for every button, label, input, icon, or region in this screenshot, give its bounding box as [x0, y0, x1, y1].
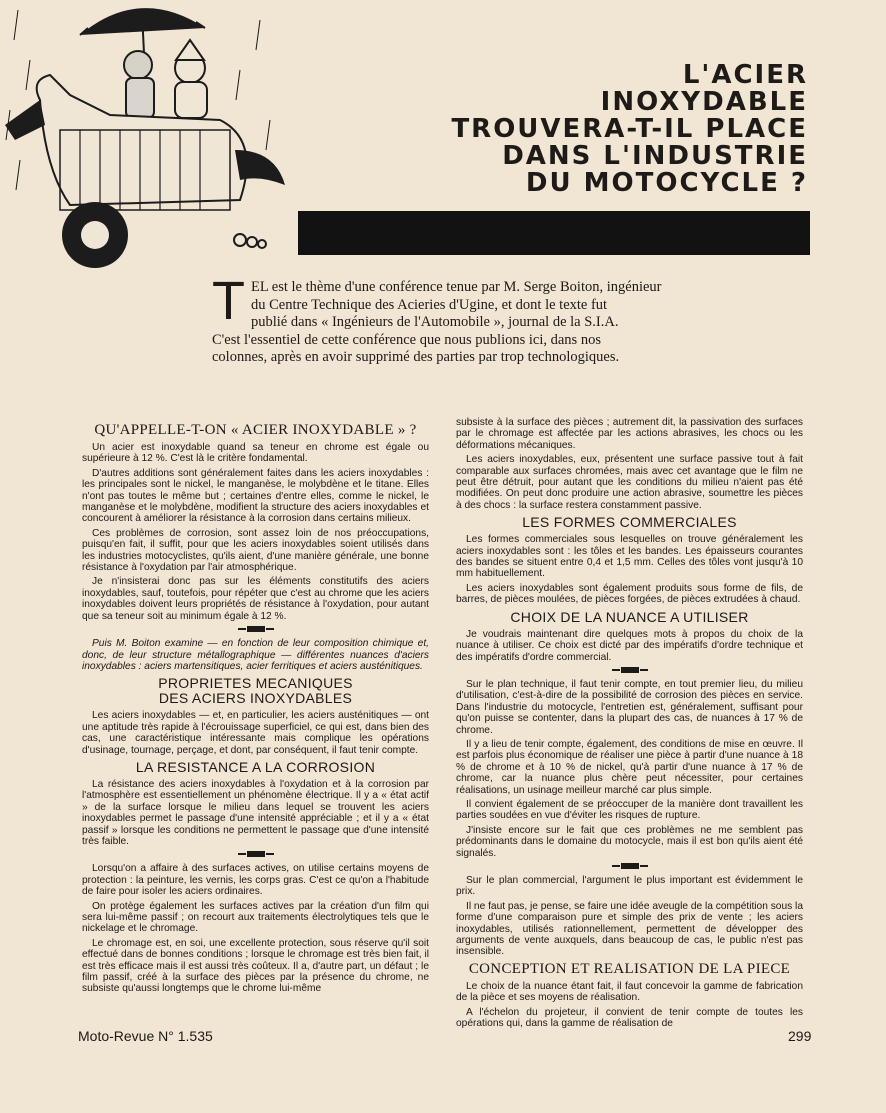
black-banner	[298, 211, 810, 255]
paragraph: Il y a lieu de tenir compte, également, des conditions de mise en œuvre. Il est parfois plus économique de réaliser une pièce à partir d'une nuance à 18 % de chrome et à 10 % de nickel, qu'à partir d'une nuance à 17 % de chrome, car la nuance plus chère peut nécessiter, pour certaines réalisations, un usinage meilleur marché car plus simple.	[456, 738, 803, 796]
title-line: DANS L'INDUSTRIE	[502, 141, 808, 171]
paragraph: Un acier est inoxydable quand sa teneur en chrome est égale ou supérieure à 12 %. C'est là le critère fondamental.	[82, 442, 429, 465]
section-heading: LA RESISTANCE A LA CORROSION	[135, 758, 376, 775]
title-line: L'ACIER	[682, 60, 808, 90]
article-title	[348, 62, 808, 197]
separator-ornament	[456, 666, 803, 676]
paragraph: Ces problèmes de corrosion, sont assez loin de nos préoccupations, puisqu'en fait, il suffit, pour que les aciers inoxydables soient utilisés dans les industries motocyclistes, qu'ils aient, d'une manière générale, une bonne résistance à l'oxydation par l'air atmosphérique.	[82, 527, 429, 574]
title-line: TROUVERA-T-IL PLACE	[451, 114, 808, 144]
publication-footer: Moto-Revue N° 1.535	[78, 1028, 213, 1044]
left-column	[82, 419, 429, 998]
intro-line: publié dans « Ingénieurs de l'Automobile », journal de la S.I.A.	[251, 314, 619, 331]
paragraph: Les aciers inoxydables — et, en particulier, les aciers austénitiques — ont une aptitude très rapide à l'écrouissage superficiel, ce qui est, dans bien des cas, une caractéristique intéressante mais complique les opérations d'usinage, tournage, perçage, et dont, par conséquent, il faut tenir compte.	[82, 710, 429, 756]
knight-on-horse-illustration	[0, 0, 300, 280]
paragraph: Il convient également de se préoccuper de la manière dont travaillent les parties soudées en vue d'éviter les risques de rupture.	[456, 798, 803, 822]
paragraph: La résistance des aciers inoxydables à l'oxydation et à la corrosion par l'atmosphère est essentiellement un phénomène électrique. Il y a « état actif » de la surface lorsque le milieu dans lequel se trouvent les aciers inoxydables permet le passage d'une intensité appréciable ; et il y a « état passif » lorsque les conditions ne permettent le passage que d'une intensité très faible.	[82, 778, 429, 847]
intro-line: du Centre Technique des Acieries d'Ugine, et dont le texte fut	[251, 296, 608, 313]
section-heading: LES FORMES COMMERCIALES	[522, 514, 737, 531]
paragraph: Le choix de la nuance étant fait, il faut concevoir la gamme de fabrication de la pièce et ses moyens de réalisation.	[456, 980, 803, 1004]
right-column	[456, 417, 803, 1032]
title-line: INOXYDABLE	[600, 87, 808, 117]
paragraph: Sur le plan technique, il faut tenir compte, en tout premier lieu, du milieu d'utilisation, c'est-à-dire de la possibilité de corrosion des pièces en service. Dans l'industrie du motocycle, l'entretien est, généralement, suffisant pour qu'on puisse se contenter, dans la plupart des cas, de nuances à 17 % de chrome.	[456, 678, 803, 736]
separator-ornament	[82, 625, 429, 635]
title-line: DU MOTOCYCLE ?	[525, 168, 808, 198]
paragraph: Les aciers inoxydables, eux, présentent une surface passive tout à fait comparable aux surfaces chromées, mais avec cet avantage que le film ne peut être détruit, pour autant que les conditions du milieu n'aient pas été modifiées. On peut donc produire une action abrasive, soumettre les pièces à des chocs : la surface restera constamment passive.	[456, 454, 803, 511]
separator-ornament	[456, 862, 803, 872]
separator-ornament	[82, 850, 429, 860]
paragraph: Il ne faut pas, je pense, se faire une idée aveugle de la compétition sous la forme d'une comparaison pure et simple des prix de vente ; les aciers inoxydables, utilisés rationnellement, permettent de développer des arguments de vente auxquels, dans beaucoup de cas, le public n'est pas insensible.	[456, 900, 803, 958]
section-heading: CHOIX DE LA NUANCE A UTILISER	[510, 608, 749, 625]
paragraph: Je voudrais maintenant dire quelques mots à propos du choix de la nuance à utiliser. Ce choix est dicté par des impératifs d'ordre technique et des impératifs d'ordre commercial.	[456, 628, 803, 663]
section-heading: PROPRIETES MECANIQUES	[158, 675, 353, 692]
intro-line: C'est l'essentiel de cette conférence que nous publions ici, dans nos	[212, 331, 601, 348]
paragraph: Les aciers inoxydables sont également produits sous forme de fils, de barres, de pièces moulées, de pièces forgées, de pièces extrudées à chaud.	[456, 582, 803, 606]
paragraph: D'autres additions sont généralement faites dans les aciers inoxydables : les principales sont le nickel, le manganèse, le molybdène et le titane. Elles n'ont pas toutes le même but ; certaines d'entre elles, comme le nickel, le manganèse et le molybdène, modifient la structure des aciers inoxydables et concourent à améliorer la résistance à la corrosion dans certains milieux.	[82, 467, 429, 525]
paragraph: Je n'insisterai donc pas sur les éléments constitutifs des aciers inoxydables, sauf, toutefois, pour répéter que c'est au chrome que les aciers inoxydables doivent leurs propriétés de résistance à l'oxydation, pour autant que sa teneur soit au minimum égale à 12 %.	[82, 576, 429, 622]
paragraph: Le chromage est, en soi, une excellente protection, sous réserve qu'il soit effectué dans de bonnes conditions ; lorsque le chromage est très bien fait, il est très efficace mais il est aussi très coûteux. Il a, d'autre part, un défaut ; le film passif, créé à la surface des pièces par la présence du chrome, ne subsiste qu'aussi longtemps que le chrome lui-même	[82, 937, 429, 995]
paragraph: subsiste à la surface des pièces ; autrement dit, la passivation des surfaces par le chromage est affectée par les actions abrasives, les chocs ou les déformations mécaniques.	[456, 417, 803, 451]
paragraph: On protège également les surfaces actives par la création d'un film qui sera lui-même passif ; on recourt aux traitements électrolytiques tels que le nickelage et le chromage.	[82, 900, 429, 935]
italic-paragraph: Puis M. Boiton examine — en fonction de leur composition chimique et, donc, de leur structure métallographique — différentes nuances d'aciers inoxydables : aciers martensitiques, acier ferritiques et aciers austénitiques.	[82, 638, 429, 672]
intro-line: colonnes, après en avoir supprimé des parties par trop technologiques.	[212, 349, 620, 366]
drop-cap: T	[212, 271, 245, 331]
page-number: 299	[788, 1028, 812, 1044]
intro-line: EL est le thème d'une conférence tenue par M. Serge Boiton, ingénieur	[251, 279, 662, 295]
paragraph: J'insiste encore sur le fait que ces problèmes ne me semblent pas prédominants dans le domaine du motocycle, mais il est bon qu'ils aient été signalés.	[456, 824, 803, 859]
paragraph: Les formes commerciales sous lesquelles on trouve généralement les aciers inoxydables sont : les tôles et les bandes. Les épaisseurs courantes des bandes se situent entre 0,4 et 1,5 mm. Celles des tôles vont jusqu'à 10 mm habituellement.	[456, 534, 803, 580]
paragraph: A l'échelon du projeteur, il convient de tenir compte de toutes les opérations qui, dans la gamme de réalisation de	[456, 1006, 803, 1030]
section-heading: CONCEPTION ET REALISATION DE LA PIECE	[468, 960, 791, 977]
section-heading: DES ACIERS INOXYDABLES	[158, 690, 353, 707]
paragraph: Sur le plan commercial, l'argument le plus important est évidemment le prix.	[456, 875, 803, 898]
paragraph: Lorsqu'on a affaire à des surfaces actives, on utilise certains moyens de protection : la peinture, les vernis, les corps gras. C'est ce qu'on a l'habitude de faire pour isoler les aciers ordinaires.	[82, 863, 429, 898]
section-heading: QU'APPELLE-T-ON « ACIER INOXYDABLE » ?	[94, 422, 417, 438]
intro-paragraph	[212, 271, 717, 367]
